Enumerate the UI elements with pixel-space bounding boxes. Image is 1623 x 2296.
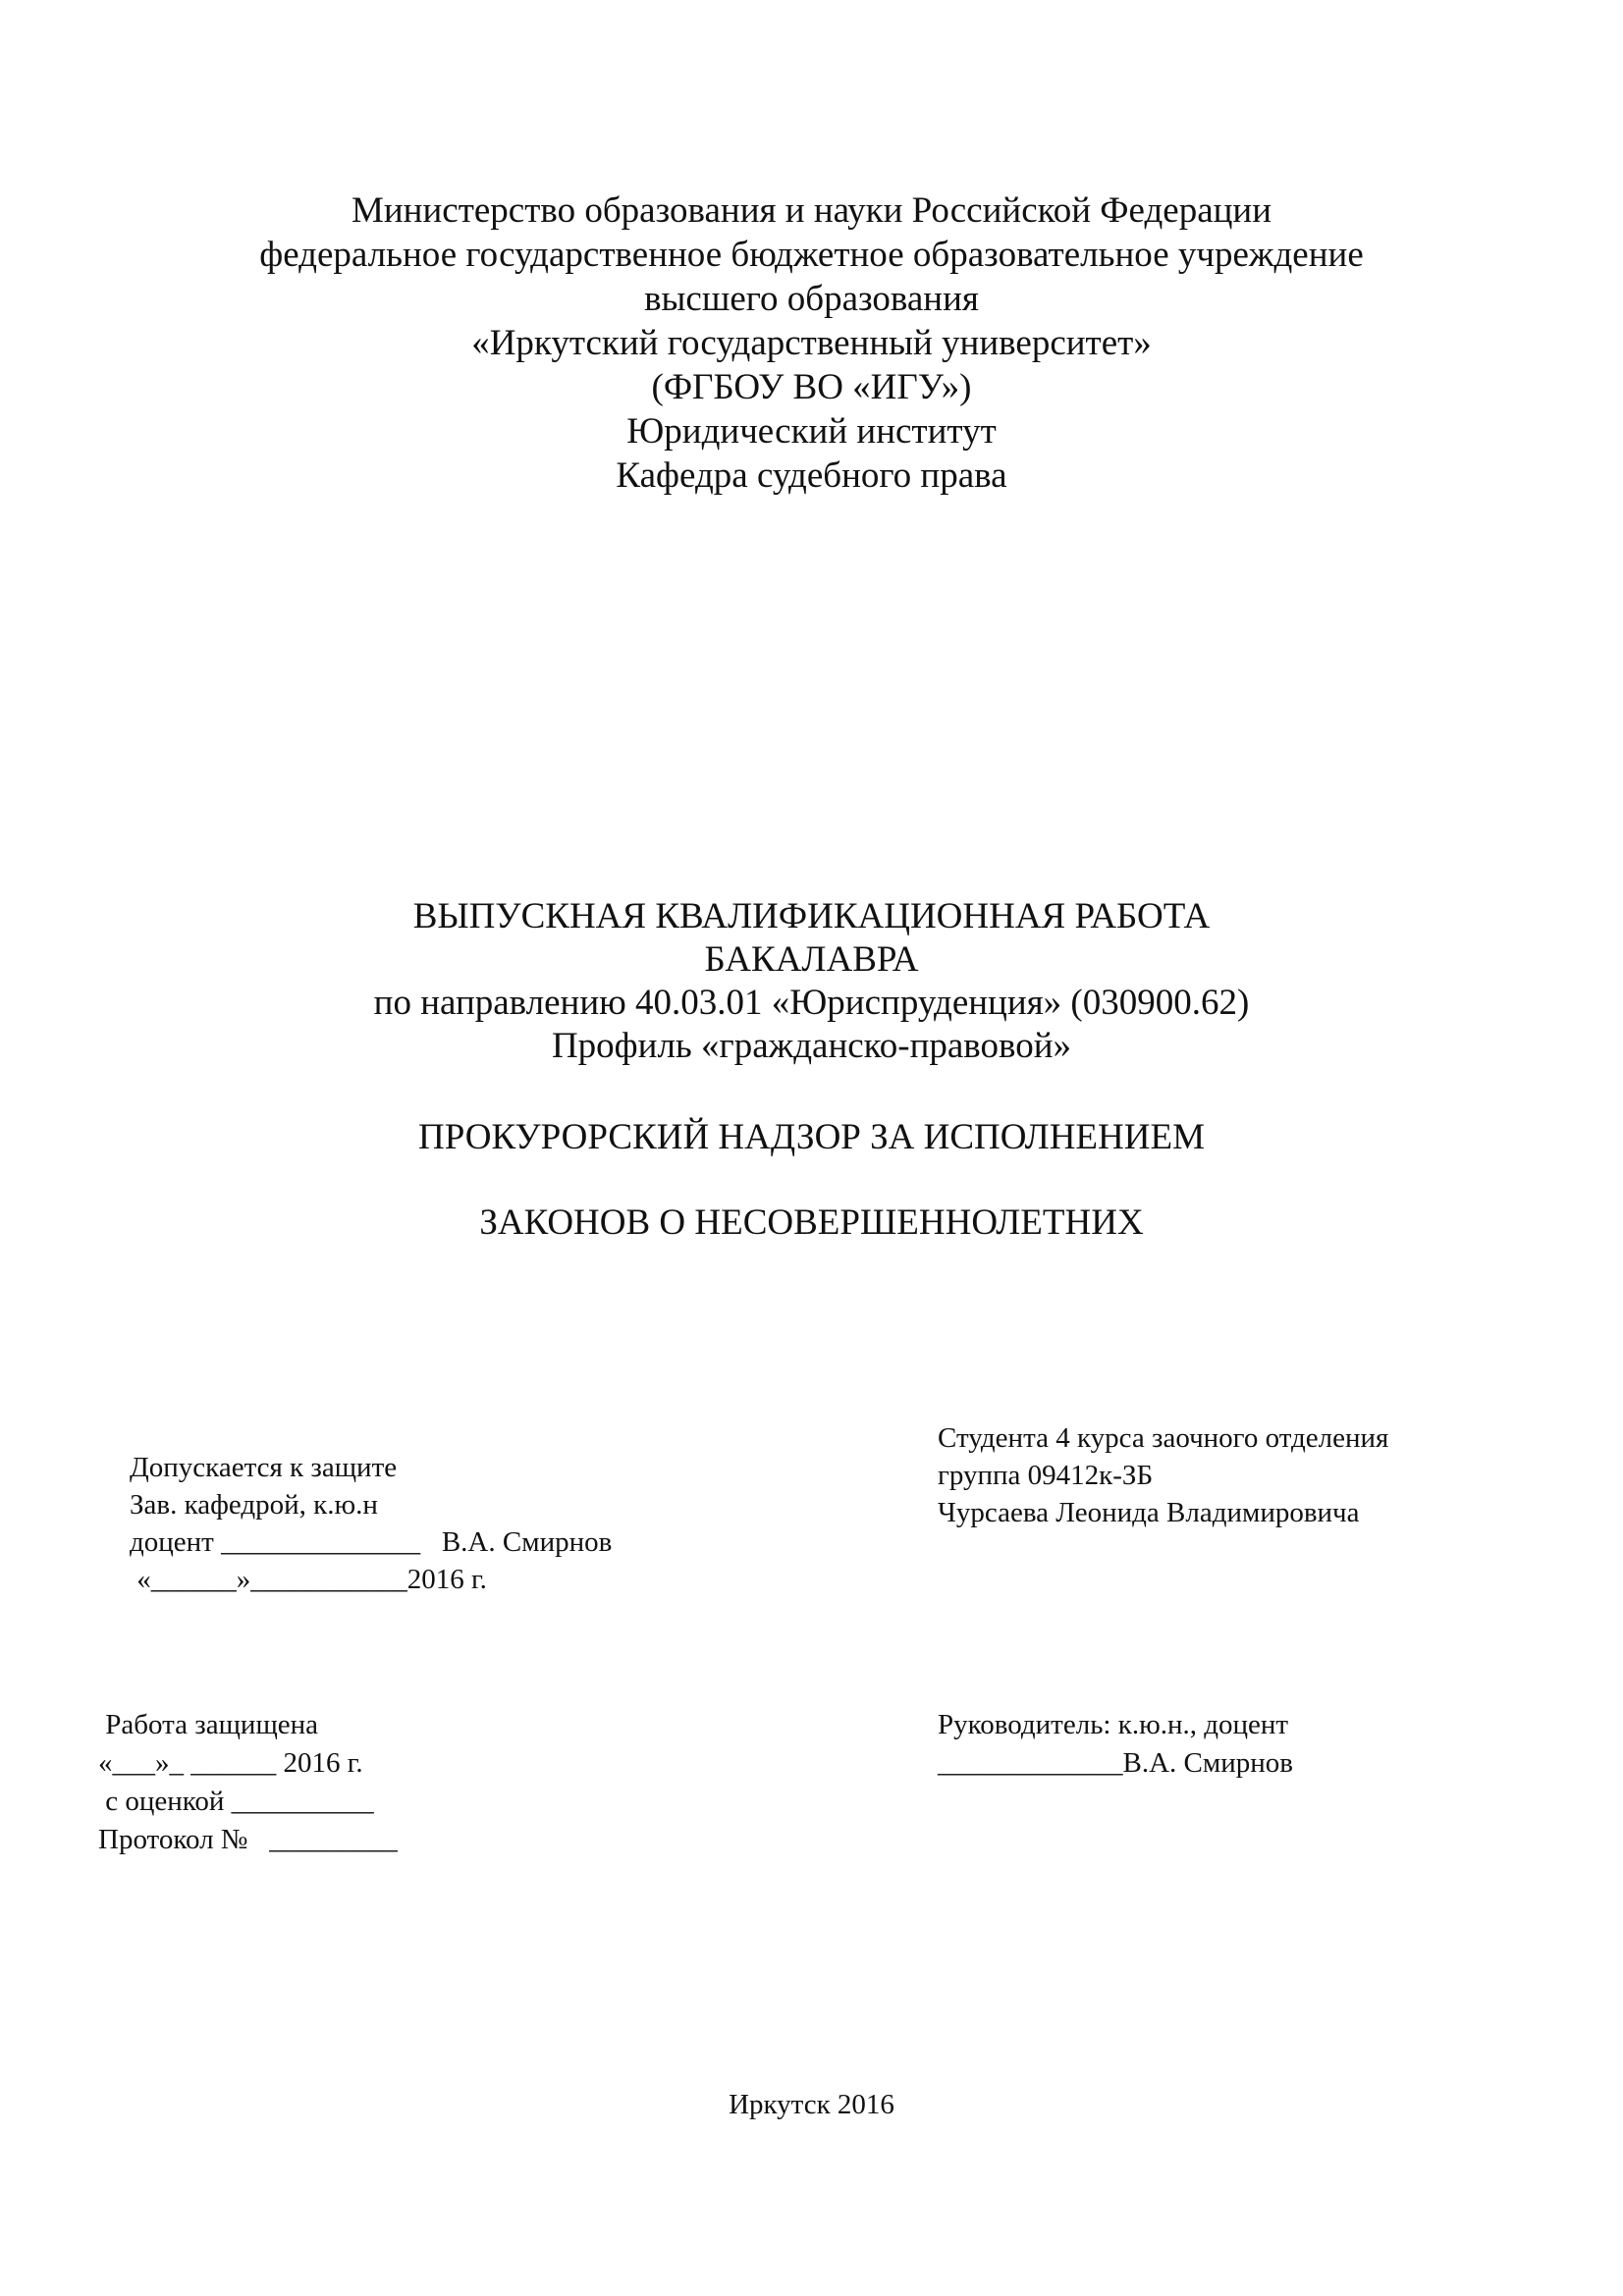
student-group-line: группа 09412к-ЗБ	[938, 1460, 1154, 1491]
direction-line: по направлению 40.03.01 «Юриспруденция» (030900.62)	[373, 983, 1250, 1023]
profile-line: Профиль «гражданско-правовой»	[551, 1026, 1072, 1066]
department-line: Кафедра судебного права	[616, 455, 1007, 496]
supervisor-block	[938, 1706, 1293, 1783]
university-abbr-line: (ФГБОУ ВО «ИГУ»)	[651, 367, 972, 407]
work-type-line1: ВЫПУСКНАЯ КВАЛИФИКАЦИОННАЯ РАБОТА	[412, 896, 1211, 936]
supervisor-signature-line: _____________В.А. Смирнов	[938, 1747, 1293, 1779]
admission-block	[130, 1449, 612, 1598]
city-year-footer: Иркутск 2016	[729, 2089, 894, 2120]
defense-block	[98, 1706, 398, 1859]
defense-date-line: «___»_ ______ 2016 г.	[98, 1747, 363, 1779]
admission-line4: «______»___________2016 г.	[130, 1564, 487, 1595]
work-type-block	[0, 895, 1623, 1068]
education-level-line: высшего образования	[644, 279, 979, 319]
thesis-title-line2: ЗАКОНОВ О НЕСОВЕРШЕННОЛЕТНИХ	[479, 1202, 1144, 1243]
defense-grade-line: с оценкой __________	[98, 1786, 374, 1817]
admission-line3: доцент ______________ В.А. Смирнов	[130, 1526, 613, 1558]
university-name-line: «Иркутский государственный университет»	[471, 323, 1152, 363]
supervisor-title-line: Руководитель: к.ю.н., доцент	[938, 1709, 1289, 1740]
admission-line1: Допускается к защите	[130, 1452, 398, 1483]
ministry-line: Министерство образования и науки Российской Федерации	[351, 190, 1272, 231]
institution-type-line: федеральное государственное бюджетное образовательное учреждение	[259, 235, 1364, 275]
student-block	[938, 1419, 1388, 1531]
defense-protocol-line: Протокол № _________	[98, 1824, 398, 1855]
admission-line2: Зав. кафедрой, к.ю.н	[130, 1489, 378, 1521]
institution-header	[0, 188, 1623, 498]
student-name-line: Чурсаева Леонида Владимировича	[938, 1497, 1360, 1528]
work-type-line2: БАКАЛАВРА	[704, 939, 919, 980]
student-course-line: Студента 4 курса заочного отделения	[938, 1422, 1389, 1454]
thesis-title-line1: ПРОКУРОРСКИЙ НАДЗОР ЗА ИСПОЛНЕНИЕМ	[418, 1117, 1205, 1157]
defense-line1: Работа защищена	[98, 1709, 319, 1740]
institute-line: Юридический институт	[626, 411, 997, 452]
